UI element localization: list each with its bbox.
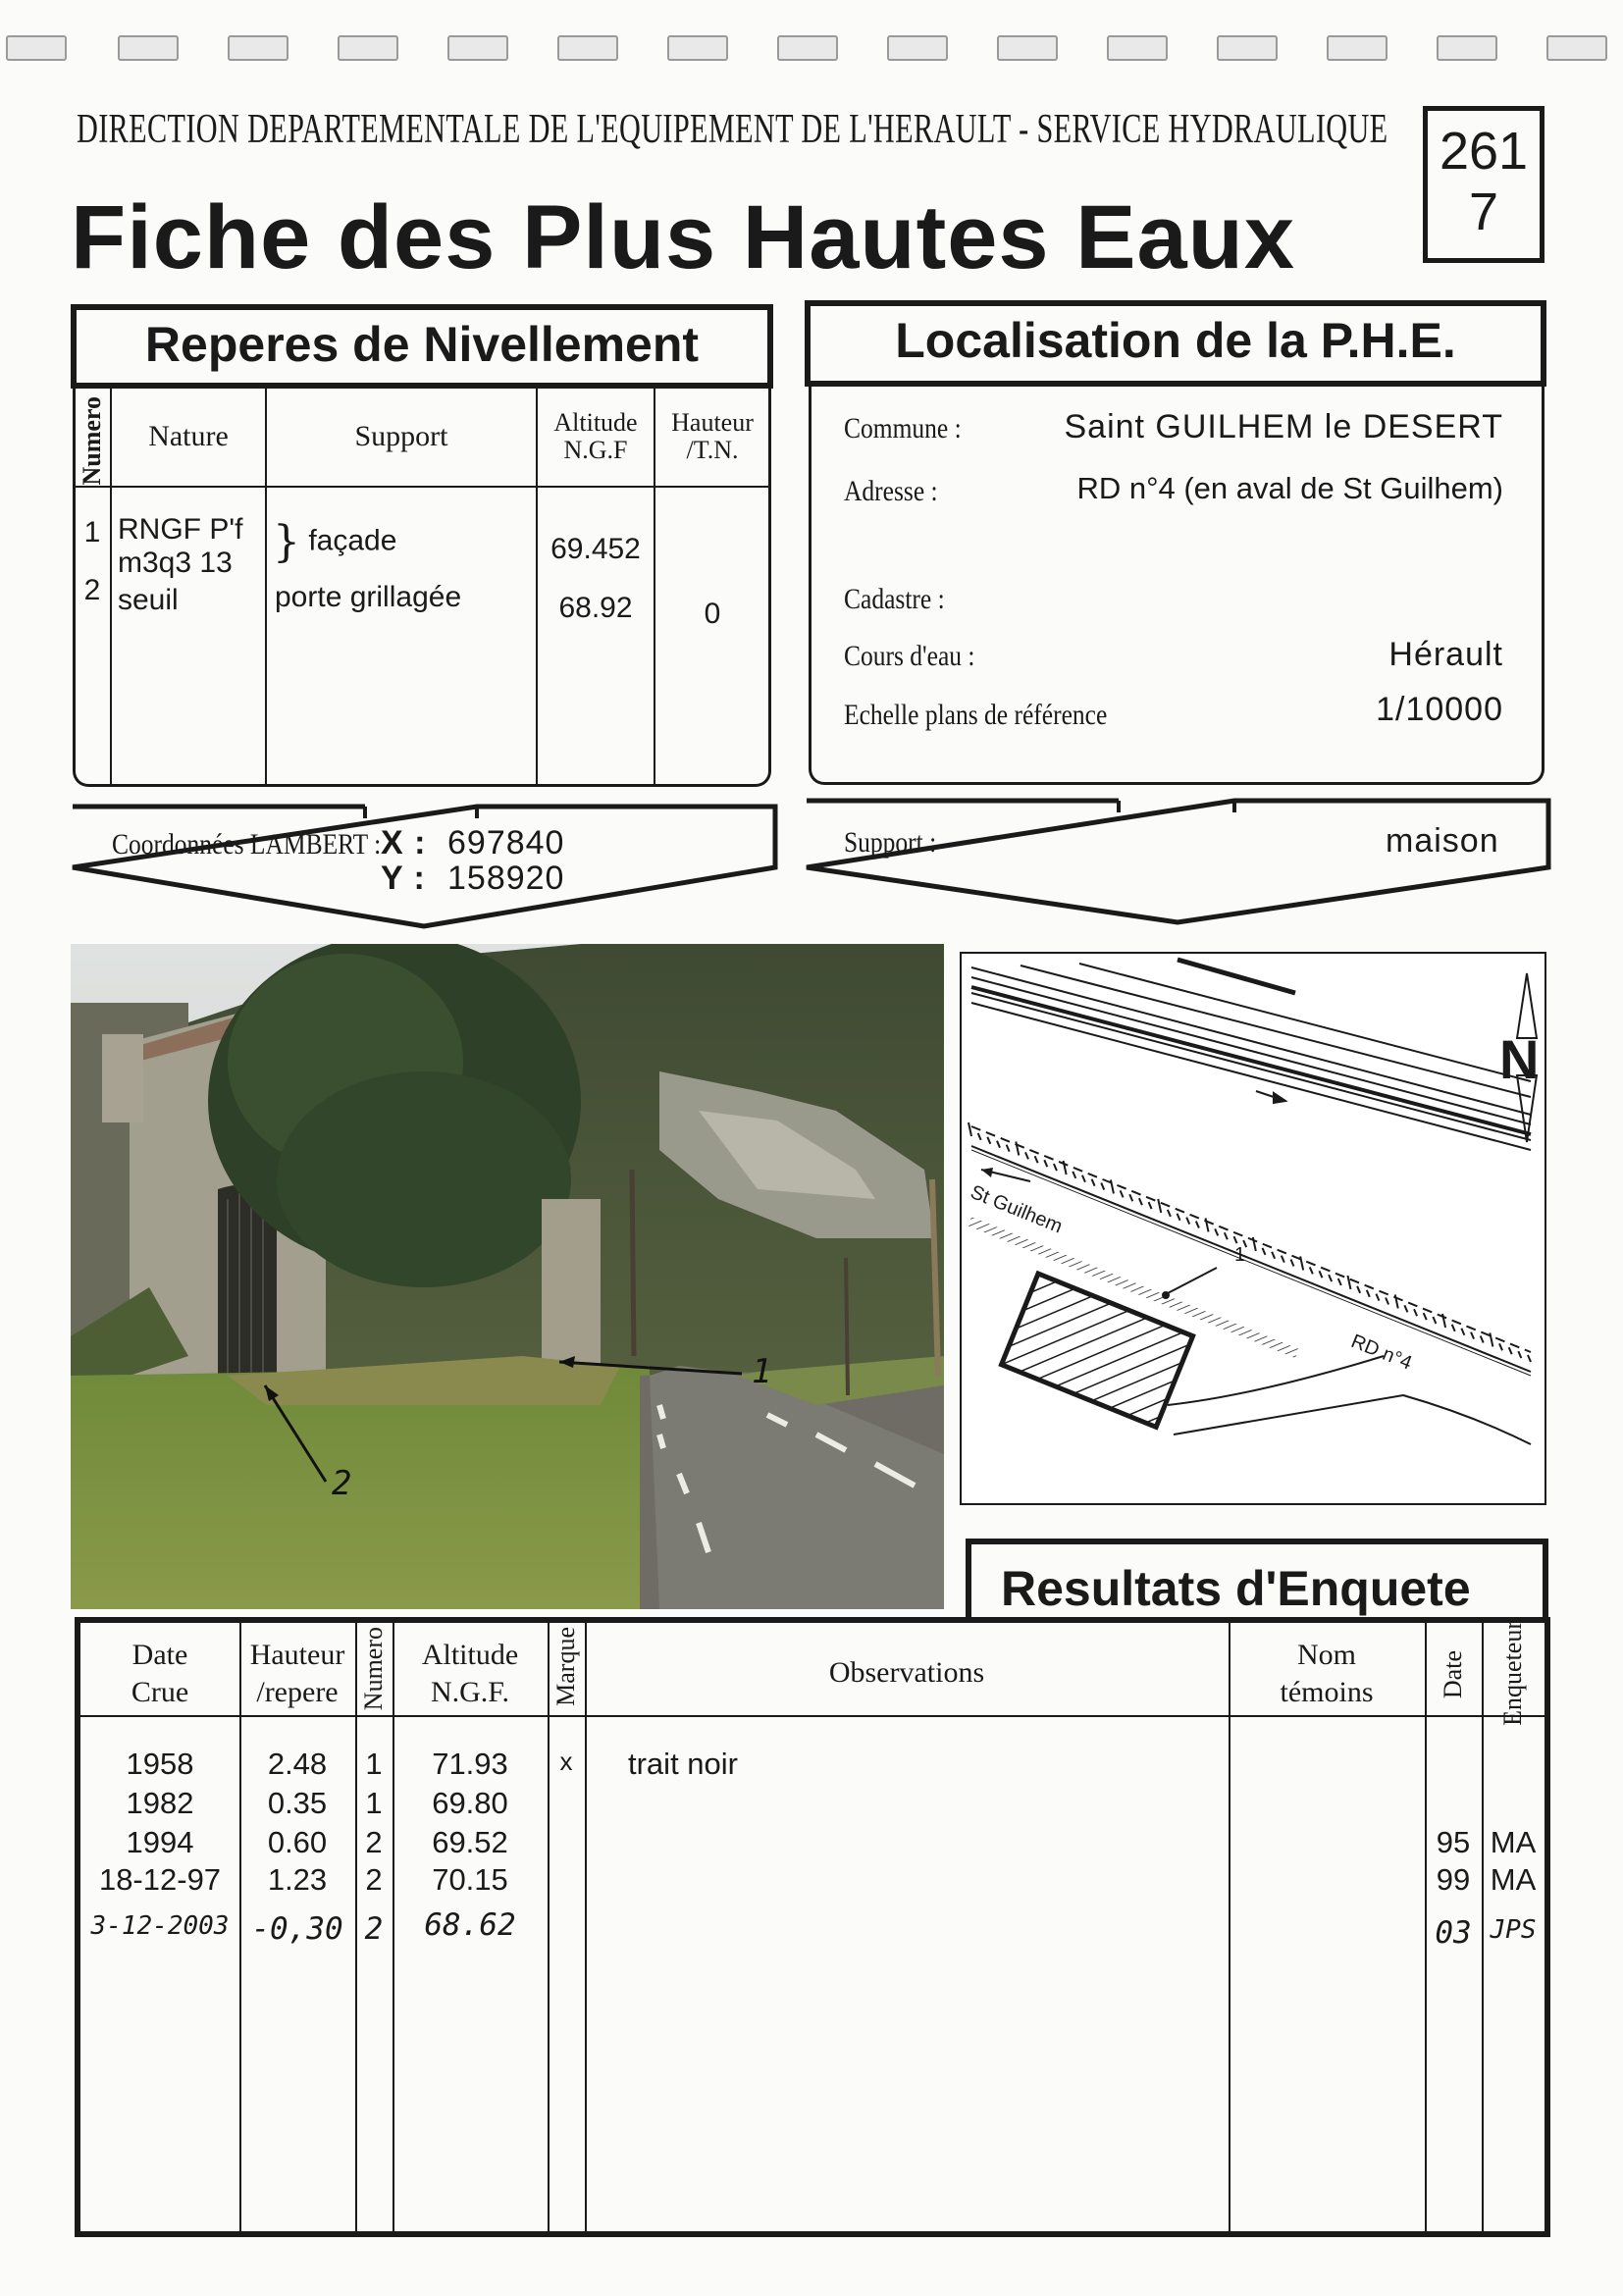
- cadastre-label: Cadastre :: [844, 583, 945, 615]
- binding-hole: [997, 35, 1058, 61]
- photo-marker-2: 2: [332, 1464, 352, 1503]
- boundary-tick: [1007, 1145, 1010, 1152]
- boundary-tick: [1035, 1156, 1038, 1163]
- binding-hole: [557, 35, 618, 61]
- boundary-tick: [1054, 1164, 1057, 1171]
- boundary-tick: [1367, 1290, 1370, 1297]
- sheet-number-bottom: 7: [1468, 183, 1499, 241]
- repere-nature: seuil: [118, 583, 179, 616]
- binding-hole: [777, 35, 838, 61]
- boundary-tick: [1442, 1314, 1445, 1328]
- boundary-tick: [1452, 1325, 1455, 1331]
- boundary-tick: [1386, 1298, 1388, 1305]
- commune-label: Commune :: [844, 412, 962, 444]
- col-hauteur: Hauteur /T.N.: [654, 389, 769, 487]
- adresse-value: RD n°4 (en aval de St Guilhem): [1076, 471, 1503, 505]
- col-hauteur-repere: Hauteur /repere: [249, 1639, 345, 1708]
- boundary-tick: [1044, 1160, 1047, 1167]
- repere-support: porte grillagée: [275, 580, 462, 613]
- agency-heading: DIRECTION DEPARTEMENTALE DE L'EQUIPEMENT DE L'HERAULT - SERVICE HYDRAULIQUE: [77, 107, 1388, 152]
- commune-value: Saint GUILHEM le DESERT: [1064, 408, 1503, 445]
- repere-hauteur: 0: [704, 597, 721, 630]
- binding-hole: [1107, 35, 1168, 61]
- binding-hole: [6, 35, 67, 61]
- boundary-tick: [1433, 1317, 1436, 1324]
- boundary-tick: [1206, 1218, 1209, 1231]
- adresse-label: Adresse :: [844, 475, 938, 507]
- boundary-tick: [1121, 1190, 1124, 1197]
- boundary-tick: [1290, 1260, 1293, 1267]
- repere-num: 2: [83, 573, 101, 606]
- boundary-tick: [1101, 1183, 1104, 1190]
- boundary-tick: [1461, 1329, 1464, 1335]
- boundary-tick: [1414, 1309, 1417, 1316]
- resultats-heading: Resultats d'Enquete: [966, 1539, 1548, 1623]
- boundary-tick: [1016, 1141, 1019, 1155]
- boundary-tick: [1282, 1256, 1284, 1263]
- boundary-tick: [1481, 1336, 1484, 1343]
- reperes-table: [75, 389, 769, 785]
- boundary-tick: [1319, 1271, 1322, 1278]
- boundary-tick: [1471, 1332, 1474, 1339]
- binding-hole: [667, 35, 728, 61]
- boundary-tick: [987, 1137, 990, 1144]
- binding-hole: [1437, 35, 1497, 61]
- col-numero: Numero: [75, 389, 111, 487]
- localisation-heading: Localisation de la P.H.E.: [805, 300, 1546, 387]
- repere-altitude: 69.452: [550, 532, 641, 565]
- boundary-tick: [1111, 1179, 1114, 1193]
- boundary-tick: [978, 1133, 981, 1140]
- col-marque: Marque: [551, 1627, 580, 1706]
- boundary-tick: [1064, 1161, 1067, 1174]
- repere-nature: m3q3 13: [118, 546, 233, 579]
- support-label: Support :: [844, 826, 937, 859]
- binding-hole: [338, 35, 398, 61]
- col-enqueteur: Enqueteur: [1498, 1621, 1527, 1726]
- boundary-tick: [1215, 1228, 1218, 1235]
- col-observations: Observations: [828, 1656, 985, 1689]
- boundary-tick: [1186, 1218, 1189, 1225]
- sheet-number-top: 261: [1439, 122, 1529, 181]
- repere-num: 1: [83, 515, 101, 548]
- boundary-tick: [1178, 1214, 1180, 1221]
- boundary-tick: [1262, 1248, 1265, 1255]
- lambert-label: Coordonnées LAMBERT :: [112, 828, 382, 861]
- col-nom-temoins: Nom témoins: [1280, 1639, 1374, 1708]
- binding-hole: [1217, 35, 1278, 61]
- boundary-tick: [1518, 1351, 1521, 1358]
- col-date-crue: Date Crue: [131, 1639, 189, 1708]
- resultats-table: Date Crue Hauteur /repere Numero Altitude N.G.F. Marque Observations Nom témoins Date Enqueteur 1958 2.48 1 71.93 x trait noir 1982 0.35 1 69.80 1994 0.60 2 69.52 95 MA 18-12-97 1.23 2 70.15 99 MA 3-12-2003 -0,30 2 68.62 03 JPS: [75, 1617, 1550, 2237]
- repere-altitude: 68.92: [558, 591, 633, 624]
- reperes-heading: Reperes de Nivellement: [71, 304, 773, 389]
- boundary-tick: [1139, 1198, 1142, 1205]
- boundary-tick: [1424, 1313, 1427, 1320]
- page-title: Fiche des Plus Hautes Eaux: [71, 187, 1296, 287]
- reperes-header-row: [75, 389, 769, 487]
- plan-marker-1: 1: [1234, 1244, 1246, 1266]
- boundary-tick: [1168, 1210, 1171, 1217]
- x-label: X :: [381, 824, 427, 861]
- binding-hole: [118, 35, 179, 61]
- cours-value: Hérault: [1388, 636, 1503, 673]
- road-label: RD n°4: [1347, 1331, 1415, 1375]
- boundary-tick: [1338, 1278, 1341, 1285]
- boundary-tick: [1082, 1175, 1085, 1182]
- boundary-tick: [1528, 1355, 1531, 1362]
- support-arrow-box: [803, 797, 1552, 926]
- binding-hole: [228, 35, 288, 61]
- y-value: 158920: [447, 860, 565, 897]
- boundary-tick: [969, 1122, 971, 1136]
- boundary-tick: [1357, 1286, 1360, 1293]
- binding-hole: [1327, 35, 1387, 61]
- north-arrow-label: N: [1499, 1028, 1540, 1090]
- binding-hole: [887, 35, 948, 61]
- boundary-tick: [1196, 1222, 1199, 1228]
- binding-hole: [447, 35, 508, 61]
- cours-label: Cours d'eau :: [844, 640, 975, 672]
- boundary-tick: [1234, 1236, 1237, 1243]
- x-value: 697840: [447, 824, 565, 861]
- site-plan: [960, 952, 1546, 1505]
- boundary-tick: [1490, 1332, 1492, 1346]
- boundary-tick: [1025, 1152, 1028, 1159]
- boundary-tick: [1310, 1267, 1313, 1274]
- echelle-label: Echelle plans de référence: [844, 699, 1108, 731]
- col-altitude-ngf: Altitude N.G.F.: [421, 1639, 519, 1708]
- boundary-tick: [1272, 1252, 1275, 1259]
- sheet-number: [1423, 106, 1544, 263]
- support-value: maison: [1386, 822, 1499, 860]
- boundary-tick: [1253, 1237, 1256, 1251]
- boundary-tick: [1404, 1305, 1407, 1312]
- boundary-tick: [1499, 1343, 1502, 1350]
- boundary-tick: [1092, 1179, 1095, 1186]
- boundary-tick: [1347, 1276, 1350, 1289]
- repere-nature: RNGF P'f: [118, 512, 243, 546]
- town-label: St Guilhem: [967, 1181, 1066, 1238]
- col-nature: Nature: [111, 389, 266, 487]
- site-photo: [71, 944, 944, 1609]
- echelle-value: 1/10000: [1376, 691, 1503, 728]
- boundary-tick: [1149, 1202, 1152, 1209]
- boundary-tick: [1329, 1275, 1332, 1281]
- col-numero: Numero: [359, 1627, 388, 1711]
- boundary-tick: [1395, 1294, 1398, 1308]
- binding-hole: [1546, 35, 1607, 61]
- boundary-tick: [1129, 1194, 1132, 1201]
- col-support: Support: [266, 389, 537, 487]
- boundary-tick: [1073, 1172, 1075, 1178]
- brace-mark: }: [273, 516, 300, 567]
- boundary-tick: [1509, 1347, 1512, 1354]
- boundary-tick: [1158, 1199, 1161, 1213]
- boundary-tick: [1225, 1232, 1228, 1239]
- boundary-tick: [997, 1141, 1000, 1148]
- col-date: Date: [1439, 1650, 1467, 1699]
- y-label: Y :: [381, 860, 426, 897]
- col-altitude: Altitude N.G.F: [537, 389, 654, 487]
- boundary-tick: [1300, 1256, 1303, 1270]
- repere-support: } façade: [273, 516, 397, 567]
- boundary-tick: [1376, 1294, 1379, 1301]
- photo-marker-1: 1: [752, 1352, 772, 1391]
- reperes-body-row: [75, 487, 769, 785]
